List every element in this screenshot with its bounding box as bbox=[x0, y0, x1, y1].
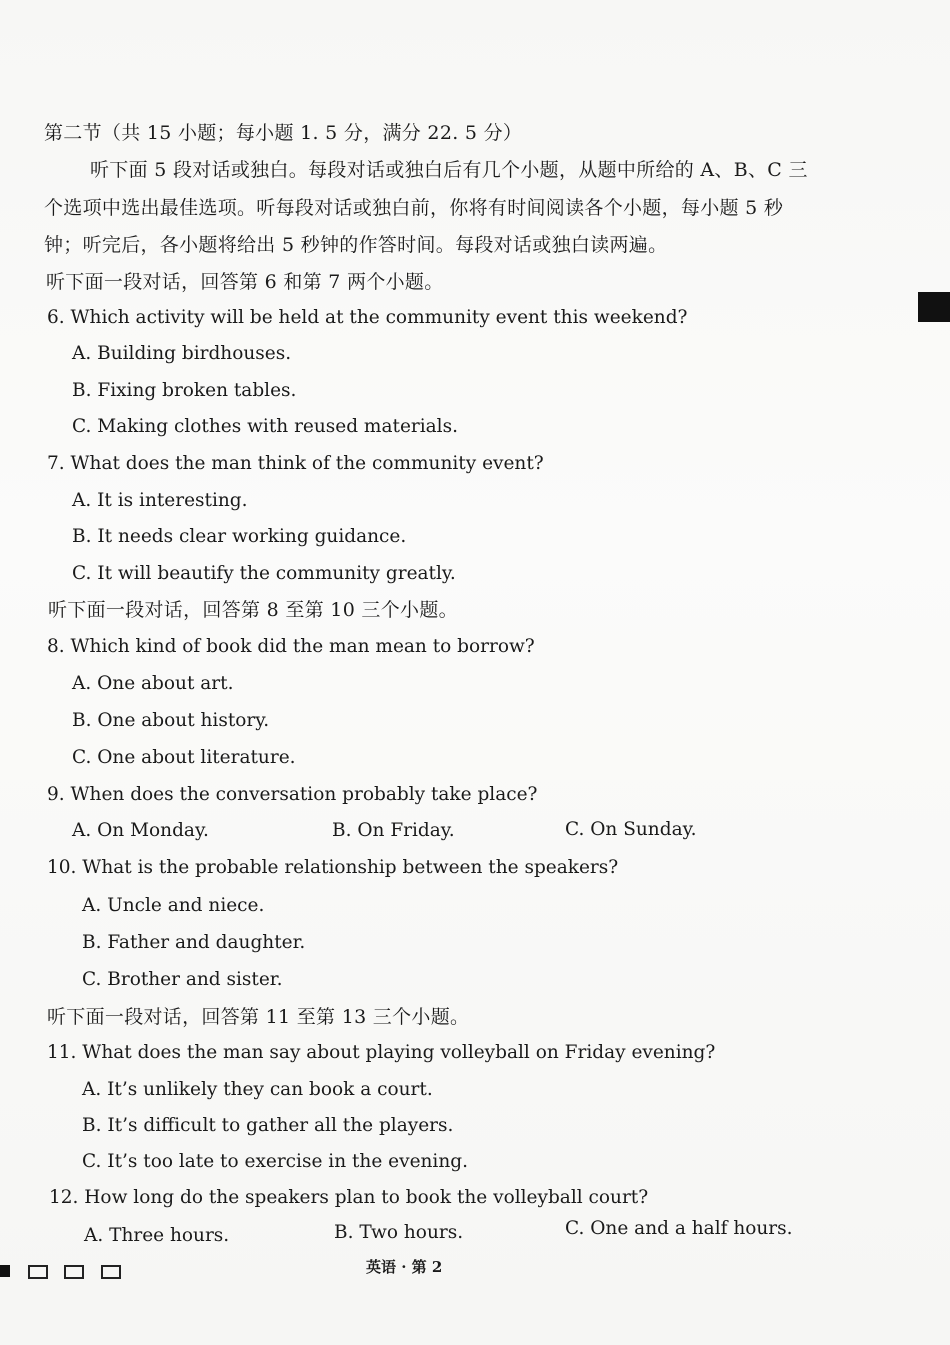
question-6-stem: 6. Which activity will be held at the community event this weekend? bbox=[47, 307, 688, 328]
question-12-stem: 12. How long do the speakers plan to book the volleyball court? bbox=[49, 1187, 649, 1208]
group-prompt-2: 听下面一段对话，回答第 8 至第 10 三个小题。 bbox=[48, 599, 458, 621]
question-12-option-b: B. Two hours. bbox=[334, 1222, 464, 1243]
question-12-option-c: C. One and a half hours. bbox=[565, 1218, 793, 1239]
footer-box-2 bbox=[64, 1265, 84, 1279]
group-prompt-3: 听下面一段对话，回答第 11 至第 13 三个小题。 bbox=[47, 1006, 470, 1028]
question-7-option-a: A. It is interesting. bbox=[72, 490, 248, 511]
question-11-stem: 11. What does the man say about playing volleyball on Friday evening? bbox=[47, 1042, 716, 1063]
question-8-stem: 8. Which kind of book did the man mean to borrow? bbox=[47, 636, 535, 657]
group-prompt-1: 听下面一段对话，回答第 6 和第 7 两个小题。 bbox=[46, 271, 444, 293]
question-10-stem: 10. What is the probable relationship between the speakers? bbox=[47, 857, 619, 878]
question-7-stem: 7. What does the man think of the community event? bbox=[47, 453, 544, 474]
question-8-option-c: C. One about literature. bbox=[72, 747, 296, 768]
footer-filled-marker bbox=[0, 1265, 10, 1277]
question-10-option-b: B. Father and daughter. bbox=[82, 932, 306, 953]
question-6-option-c: C. Making clothes with reused materials. bbox=[72, 416, 458, 437]
instruction-line-1: 听下面 5 段对话或独白。每段对话或独白后有几个小题，从题中所给的 A、B、C 三 bbox=[90, 159, 808, 181]
question-9-option-b: B. On Friday. bbox=[332, 820, 455, 841]
question-7-option-b: B. It needs clear working guidance. bbox=[72, 526, 407, 547]
question-8-option-a: A. One about art. bbox=[72, 673, 234, 694]
footer-box-3 bbox=[101, 1265, 121, 1279]
instruction-line-2: 个选项中选出最佳选项。听每段对话或独白前，你将有时间阅读各个小题，每小题 5 秒 bbox=[44, 197, 784, 219]
section-heading: 第二节（共 15 小题；每小题 1. 5 分，满分 22. 5 分） bbox=[44, 122, 523, 144]
question-9-option-a: A. On Monday. bbox=[72, 820, 209, 841]
question-7-option-c: C. It will beautify the community greatly. bbox=[72, 563, 456, 584]
question-10-option-a: A. Uncle and niece. bbox=[82, 895, 265, 916]
question-8-option-b: B. One about history. bbox=[72, 710, 270, 731]
question-11-option-b: B. It’s difficult to gather all the players. bbox=[82, 1115, 454, 1136]
question-11-option-c: C. It’s too late to exercise in the evening. bbox=[82, 1151, 468, 1172]
question-12-option-a: A. Three hours. bbox=[84, 1225, 230, 1246]
footer-box-1 bbox=[28, 1265, 48, 1279]
question-9-option-c: C. On Sunday. bbox=[565, 819, 697, 840]
page-footer-label: 英语 · 第 2 bbox=[366, 1258, 443, 1276]
instruction-line-3: 钟；听完后，各小题将给出 5 秒钟的作答时间。每段对话或独白读两遍。 bbox=[44, 234, 668, 256]
edge-marker bbox=[918, 292, 950, 322]
question-10-option-c: C. Brother and sister. bbox=[82, 969, 283, 990]
question-11-option-a: A. It’s unlikely they can book a court. bbox=[82, 1079, 433, 1100]
question-9-stem: 9. When does the conversation probably take place? bbox=[47, 784, 538, 805]
question-6-option-a: A. Building birdhouses. bbox=[72, 343, 292, 364]
question-6-option-b: B. Fixing broken tables. bbox=[72, 380, 297, 401]
